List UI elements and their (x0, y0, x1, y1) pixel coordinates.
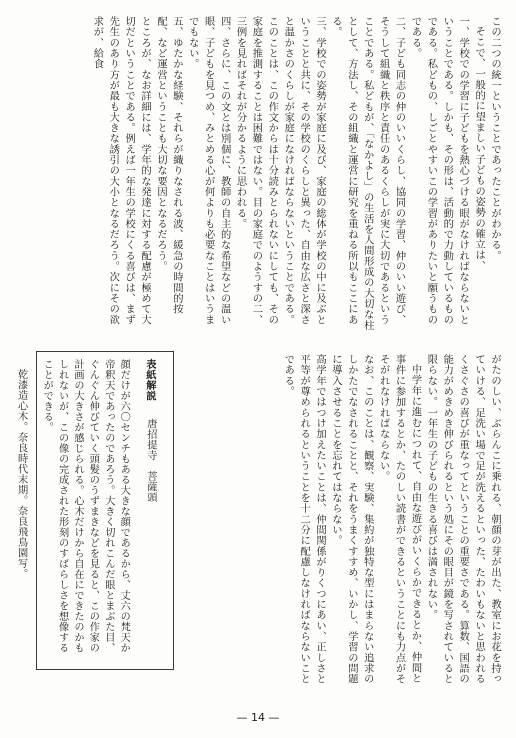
cover-explanation-heading: 表紙解説 (143, 359, 156, 401)
upper-text-block (20, 16, 502, 334)
cover-explanation-box (15, 351, 174, 670)
upper-paragraph: 二、子ども同志の仲のいいくらし、協同の学習、仲のいい遊び、そうして組織と秩序と責任のあるくらしが実に大切であるということである。私どもが、「なかよし」の生活を人間形成の大切な柱として、方法し、その組織と運営に研究を重ねる所以もここにある。 (329, 16, 406, 331)
upper-paragraph: 三、学校での姿勢が家庭に及び、家庭の総体が学校の中に及ぶということと共に、その学校のくらしと異った、自由な広さと深さと温かさのくらしが家庭になければならないということである。このことは、この作文からは十分読みとられないにしても、その家庭を推測することは困難ではない。目の家庭でのようすの二、三例を見ればそれが分かるように思われる。 (234, 16, 327, 325)
lower-paragraph: なお、このことは、観察、実験、集約が独特な型にはまらない追求のしかたでなされることと、それをうまくすすめ、いかし、学習の問題に導入させることを忘れてはならない。 (329, 354, 374, 685)
upper-paragraph: ところが、なお詳細には、学年的な発達に対する配慮が極めて大切だということである。例えば一年生の学校にくる喜びは、まず先生のあり方が最も大きな誘引の大小となるだろう。次にその欲求が、給食 (91, 16, 152, 325)
cover-explanation-title: 唐招提寺 菩薩頭 (144, 418, 156, 503)
cover-explanation-body: 顔だけが六〇センチもある大きな顔であるから、丈六の梵天か帝釈天であったのであろう。大きく切れこんだ眼とまぶた目、ぐんぐん伸びていく頭髪のうずまきなどを見ると、この作家の計画の大きさが感じられる。心木だけから自在にできたのかもしれないが、この像の完成された形刻のすばらしさを想像することができる。 (41, 359, 130, 653)
lower-text-block (199, 354, 502, 692)
cover-explanation-text (15, 359, 168, 662)
upper-paragraph: 五、ゆたかな経験、それらが織りなされる波、緩急の時間的按配、など運営ということも大切な要因となるだろう。 (154, 16, 183, 315)
upper-paragraph: 一、学校での学習に子どもを熱心づける眼がなければならないということである。しかも、その形は、活動的で力動しているものである。私どもの、しごとやすいこの学習がありたいと願うものである。 (409, 16, 470, 325)
upper-paragraph: 四、さらに、この文とは別個に、教師の自主的な希望などの温い眼、子どもを見つめ、みとめる心が何よりも必要なことはいうまでもない。 (186, 16, 231, 325)
lower-paragraph: がたのしい、ぶらんこに乗れる、朝顔の芽が出た、教室にお花を持っていける、足洗い場で足が洗えるといった、たわいもないと思われるくさぐさの喜びが重なってということの重要さである。算数、国語の能力がめきめき伸びられるという処にその眼目が鏡を写されていると限らない。一年生の子どもの生きる喜びは満されない。 (425, 354, 501, 685)
cover-explanation-credit: 乾漆造心木。奈良時代末期。奈良飛鳥園写。 (15, 369, 27, 580)
lower-paragraph: 中学年に進むにつれて、自由な遊びがいくらかできるとか、仲間と事件に参加するとか、たのしい読書ができるということにも力点がそそがれなければならない。 (377, 354, 422, 685)
lower-paragraph: 高学年ではつけ加えたいことは、仲間関係がりくつにあい、正しさと平等が尊められるということを十二分に配慮しなければならないことである。 (282, 354, 327, 685)
cover-explanation-spacer (145, 405, 156, 416)
upper-paragraph: この二つの統一ということであったことがわかる。 (489, 16, 501, 261)
page-number: — 14 — (236, 711, 280, 724)
upper-paragraph: そこで、一般的に望ましい子どもの姿勢の確立は、 (473, 26, 486, 272)
